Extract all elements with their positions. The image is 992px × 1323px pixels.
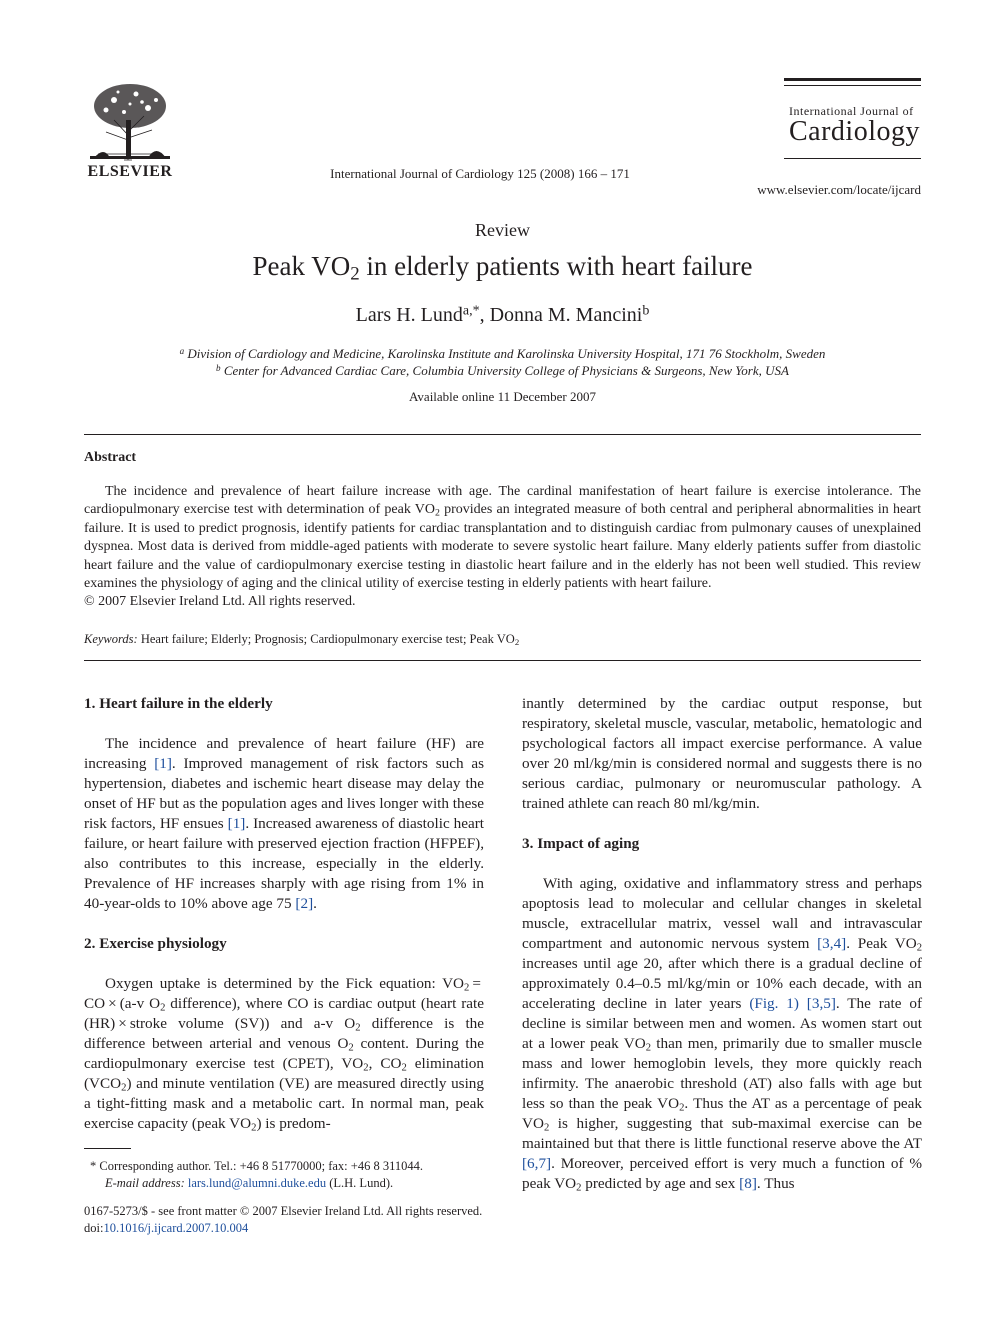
section-heading: 2. Exercise physiology xyxy=(84,935,227,952)
abstract-copyright: © 2007 Elsevier Ireland Ltd. All rights reserved. xyxy=(84,594,356,610)
citation-link[interactable]: [3,4] xyxy=(817,935,847,952)
author-name: Lars H. Lund xyxy=(355,304,463,326)
journal-logo-line2: Cardiology xyxy=(789,116,920,147)
citation-link[interactable]: [8] xyxy=(739,1175,757,1192)
footnote xyxy=(84,1158,504,1192)
citation-link[interactable]: [2] xyxy=(295,895,314,912)
paragraph: The incidence and prevalence of heart failure (HF) are increasing [1]. Improved management of risk factors such as hypertension, diabetes and ischemic heart disease may delay the onset of HF but as the population ages and lives longer with these risk factors, HF ensues [1]. Increased awareness of diastolic heart failure, or heart failure with preserved ejection fraction (HFPEF), also contributes to this increase, especially in the elderly. Prevalence of HF increases sharply with age rising from 1% in 40-year-olds to 10% above age 75 [2]. xyxy=(84,735,484,912)
figure-link[interactable]: (Fig. 1) xyxy=(749,995,799,1012)
keywords: Keywords: Heart failure; Elderly; Prognosis; Cardiopulmonary exercise test; Peak $VO_2$ xyxy=(84,632,520,648)
right-column xyxy=(522,694,922,1194)
article-title: Peak $VO_2$ in elderly patients with heart failure xyxy=(252,251,753,285)
divider xyxy=(84,434,921,435)
journal-url[interactable]: www.elsevier.com/locate/ijcard xyxy=(757,182,921,197)
section-heading: 1. Heart failure in the elderly xyxy=(84,695,273,712)
affiliation-b: $^b$ Center for Advanced Cardiac Care, Columbia University College of Physicians & Surgeons, New York, USA xyxy=(216,362,789,378)
article-type: Review xyxy=(475,220,530,240)
corresponding-author-note: * Corresponding author. Tel.: +46 8 51770000; fax: +46 8 311044. xyxy=(90,1159,423,1173)
header-rule-bottom xyxy=(784,158,921,159)
doi-line: doi:10.1016/j.ijcard.2007.10.004 xyxy=(84,1221,249,1235)
journal-reference: International Journal of Cardiology 125 (2008) 166 – 171 xyxy=(330,166,630,181)
header-rule-thin xyxy=(784,85,921,86)
header-rule-thick xyxy=(784,78,921,81)
citation-link[interactable]: [3,5] xyxy=(806,995,836,1012)
author-name: Donna M. Mancini xyxy=(489,304,643,326)
journal-logo-line1: International Journal of xyxy=(789,104,914,118)
email-link[interactable]: lars.lund@alumni.duke.edu xyxy=(187,1176,327,1190)
issn-line: 0167-5273/$ - see front matter © 2007 Elsevier Ireland Ltd. All rights reserved. xyxy=(84,1204,483,1218)
email-note: E-mail address: lars.lund@alumni.duke.edu (L.H. Lund). xyxy=(105,1176,394,1190)
affiliation-a: $^a$ Division of Cardiology and Medicine, Karolinska Institute and Karolinska University Hospital, 171 76 Stockholm, Sweden xyxy=(179,345,826,361)
publisher-wordmark: ELSEVIER xyxy=(87,163,173,180)
paragraph: With aging, oxidative and inflammatory stress and perhaps apoptosis lead to molecular and cellular changes in skeletal muscle, extracellular matrix, vessel wall and intravascular compartment and autonomic nervous system [3,4]. Peak $VO_2$ increases until age 20, after which there is a gradual decline of approximately 0.4–0.5 ml/kg/min or 10% each decade, with an accelerating decline in later years (Fig. 1) [3,5]. The rate of decline is similar between men and women. As women start out at a lower peak $VO_2$ than men, primarily due to smaller muscle mass and lower hemoglobin levels, they more quickly reach infirmity. The anaerobic threshold (AT) also falls with age but less so than the peak $VO_2$. Thus the AT as a percentage of peak $VO_2$ is higher, suggesting that sub-maximal exercise can be maintained but that there is little functional reserve above the AT [6,7]. Moreover, perceived effort is very much a function of % peak $VO_2$ predicted by age and sex [8]. Thus xyxy=(522,875,923,1194)
citation-link[interactable]: [1] xyxy=(154,755,172,772)
front-matter xyxy=(84,1203,482,1237)
abstract-text: The incidence and prevalence of heart failure increase with age. The cardinal manifestation of heart failure is exercise intolerance. The cardiopulmonary exercise test with determination of peak $VO_2$ provides an integrated measure of both central and peripheral abnormalities in heart failure. It is used to predict prognosis, identify patients for cardiac transplantation and to distinguish cardiac from pulmonary causes of unexplained dyspnea. Most data is derived from middle-aged patients with moderate to severe systolic heart failure. Many elderly patients suffer from diastolic heart failure and the value of cardiopulmonary exercise testing in diastolic heart failure and in the elderly has not been well studied. This review examines the physiology of aging and the clinical utility of exercise testing in elderly patients with heart failure. © 2007 Elsevier Ireland Ltd. All rights reserved. xyxy=(84,484,921,610)
doi-link[interactable]: 10.1016/j.ijcard.2007.10.004 xyxy=(103,1221,249,1235)
paragraph: Oxygen uptake is determined by the Fick equation: $VO_2$ = CO × (a-v $O_2$ difference), where CO is cardiac output (heart rate (HR) × stroke volume (SV)) and a-v $O_2$ difference is the difference between arterial and venous $O_2$ content. During the cardiopulmonary exercise test (CPET), $VO_2$, $CO_2$ elimination $(VCO_2)$ and minute ventilation (VE) are measured directly using a tight-fitting mask and a metabolic cart. In normal man, peak exercise capacity (peak $VO_2$) is predom- xyxy=(84,975,485,1134)
abstract-heading: Abstract xyxy=(84,450,137,465)
paragraph: inantly determined by the cardiac output response, but respiratory, skeletal muscle, vascular, metabolic, hematologic and psychological factors all impact exercise performance. A value over 20 ml/kg/min is considered normal and suggests there is no serious cardiac, pulmonary or neuromuscular pathology. A trained athlete can reach 80 ml/kg/min. xyxy=(522,695,922,812)
author-list: Lars H. Lund$^{a,*}$, Donna M. Mancini$^b$ xyxy=(355,303,650,326)
section-heading: 3. Impact of aging xyxy=(522,835,640,852)
available-online-date: Available online 11 December 2007 xyxy=(409,389,596,404)
left-column xyxy=(84,694,484,1134)
divider xyxy=(84,660,921,661)
citation-link[interactable]: [1] xyxy=(227,815,246,832)
citation-link[interactable]: [6,7] xyxy=(522,1155,552,1172)
footnote-rule xyxy=(84,1148,131,1149)
